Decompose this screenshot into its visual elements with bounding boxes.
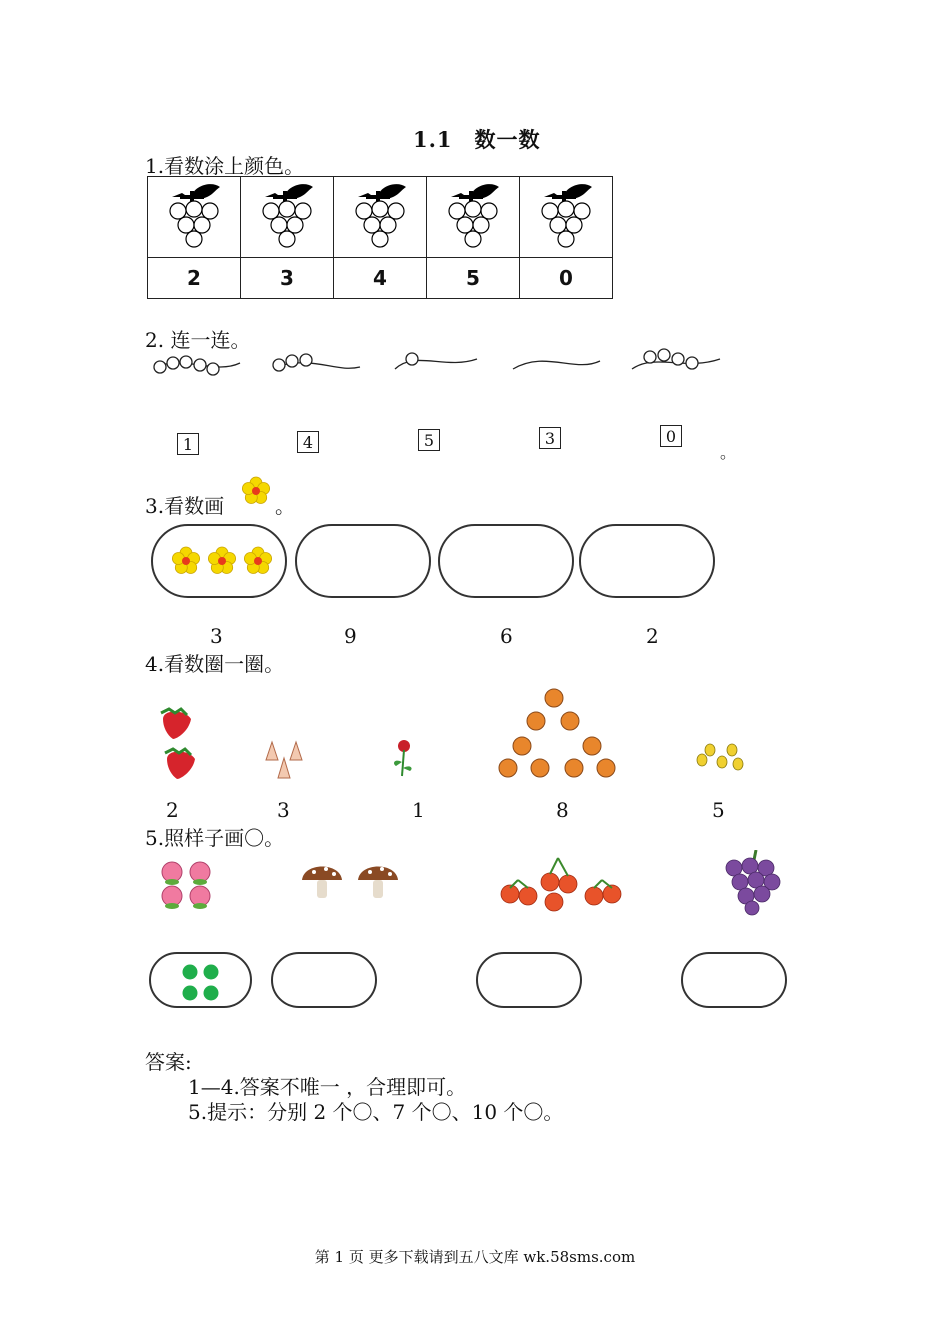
grape-outline-icon — [247, 179, 327, 251]
number-box[interactable]: 1 — [177, 433, 199, 455]
number-box[interactable]: 0 — [660, 425, 682, 447]
bead-strings — [145, 345, 745, 385]
count-number: 1 — [412, 798, 425, 822]
grape-number: 0 — [520, 258, 613, 299]
grape-number: 4 — [334, 258, 427, 299]
grape-outline-icon — [433, 179, 513, 251]
grape-outline-icon — [154, 179, 234, 251]
sample-oval — [149, 952, 252, 1008]
q3-label: 3.看数画 — [145, 494, 225, 518]
grape-cell[interactable] — [520, 177, 613, 258]
grape-cell[interactable] — [148, 177, 241, 258]
drawing-oval[interactable] — [151, 524, 287, 598]
q1-label: 1.看数涂上颜色。 — [145, 154, 305, 178]
count-number: 2 — [646, 624, 659, 648]
answers-line: 5.提示：分别 2 个〇、7 个〇、10 个〇。 — [188, 1100, 564, 1124]
persimmon-group-icon — [498, 850, 628, 914]
grape-cell[interactable] — [427, 177, 520, 258]
cone-icon — [262, 738, 307, 782]
q3-label-end: 。 — [275, 494, 295, 518]
flower-icon — [171, 546, 201, 576]
count-number: 3 — [277, 798, 290, 822]
green-dots — [179, 960, 223, 1004]
q4-label: 4.看数圈一圈。 — [145, 652, 285, 676]
number-box[interactable]: 5 — [418, 429, 440, 451]
pear-group-icon — [694, 740, 746, 774]
count-number: 9 — [344, 624, 357, 648]
count-number: 6 — [500, 624, 513, 648]
grape-number: 5 — [427, 258, 520, 299]
drawing-oval[interactable] — [438, 524, 574, 598]
grape-number: 2 — [148, 258, 241, 299]
drawing-oval[interactable] — [295, 524, 431, 598]
q2-label: 2. 连一连。 — [145, 328, 251, 352]
count-number: 2 — [166, 798, 179, 822]
drawing-oval[interactable] — [271, 952, 377, 1008]
flower-icon — [207, 546, 237, 576]
peach-group-icon — [158, 858, 216, 910]
answers-heading: 答案: — [145, 1050, 192, 1074]
grape-outline-icon — [340, 179, 420, 251]
end-mark: 。 — [720, 443, 737, 462]
flower-icon — [240, 476, 272, 506]
mushroom-group-icon — [300, 860, 402, 904]
drawing-oval[interactable] — [476, 952, 582, 1008]
drawing-oval[interactable] — [579, 524, 715, 598]
answers-line: 1—4.答案不唯一 ，合理即可。 — [188, 1075, 467, 1099]
count-number: 3 — [210, 624, 223, 648]
footer: 第 1 页 更多下载请到五八文库 wk.58sms.com — [314, 1248, 636, 1266]
squirrel-group-icon — [496, 686, 621, 781]
grape-cell[interactable] — [334, 177, 427, 258]
page-title: 1.1 数一数 — [413, 127, 541, 152]
grape-table — [147, 176, 613, 299]
strawberry-icon — [155, 705, 205, 785]
count-number: 5 — [712, 798, 725, 822]
grape-bunch-icon — [720, 850, 784, 916]
flower-icon — [243, 546, 273, 576]
q5-label: 5.照样子画〇。 — [145, 826, 285, 850]
rose-icon — [388, 738, 418, 778]
number-box[interactable]: 3 — [539, 427, 561, 449]
count-number: 8 — [556, 798, 569, 822]
drawing-oval[interactable] — [681, 952, 787, 1008]
grape-number: 3 — [241, 258, 334, 299]
number-box[interactable]: 4 — [297, 431, 319, 453]
grape-outline-icon — [526, 179, 606, 251]
grape-cell[interactable] — [241, 177, 334, 258]
